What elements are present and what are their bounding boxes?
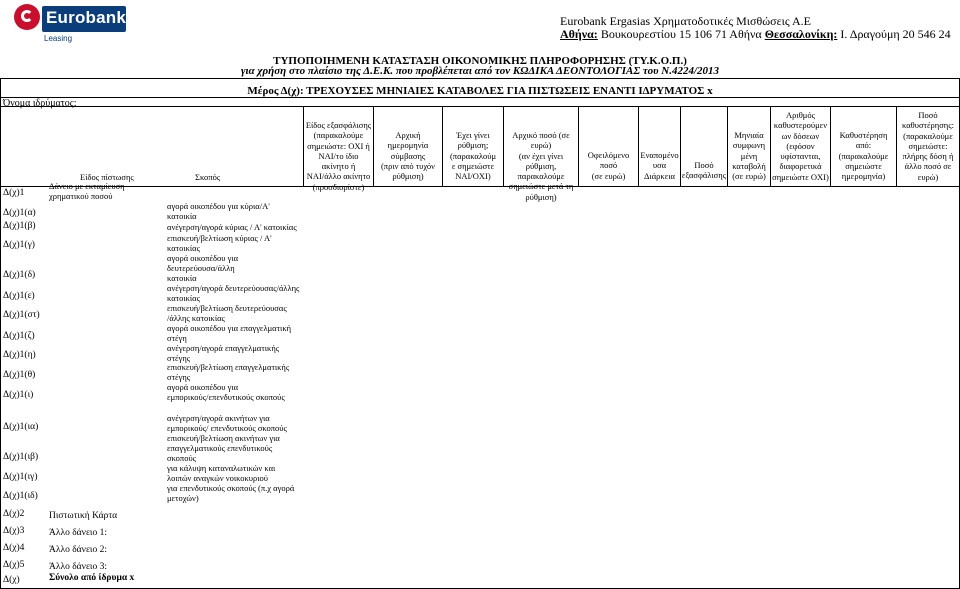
- row-label: Δ(χ)1(ιγ): [3, 472, 38, 482]
- row-label: Δ(χ)1(ιβ): [3, 452, 39, 462]
- row-purpose: ανέγερση/αγορά κύριας / Α' κατοικίας: [167, 222, 297, 232]
- row-type: Άλλο δάνειο 1:: [49, 528, 108, 538]
- row-purpose: επισκευή/βελτίωση κύριας / Α' κατοικίας: [167, 233, 272, 253]
- row-label: Δ(χ)4: [3, 543, 25, 553]
- header-owed-amount: Οφειλόμενο ποσό (σε ευρώ): [587, 150, 630, 181]
- thessaloniki-label: Θεσσαλονίκη:: [764, 27, 838, 41]
- row-purpose: επισκευή/βελτίωση ακινήτων για επαγγελματικούς επενδυτικούς σκοπούς: [167, 433, 280, 463]
- row-purpose: ανέγερση/αγορά δευτερεύουσας/άλλης κατοικίας: [167, 283, 300, 303]
- row-type: Άλλο δάνειο 2:: [49, 545, 108, 555]
- row-purpose: ανέγερση/αγορά επαγγελματικής στέγης: [167, 343, 280, 363]
- row-label: Δ(χ)1(ε): [3, 291, 35, 301]
- athens-label: Αθήνα:: [560, 27, 598, 41]
- row-purpose: για επενδυτικούς σκοπούς (π.χ αγορά μετοχών): [167, 483, 295, 503]
- row-type: Δάνειο με εκταμίευση χρηματικού ποσού: [49, 181, 125, 201]
- logo-brand: Eurobank: [46, 8, 127, 27]
- header-restructured: Έχει γίνει ρύθμιση; (παρακαλούμ ε σημειώστε ΝΑΙ/ΟΧΙ): [449, 130, 497, 182]
- header-security-amount: Ποσό εξασφάλισης: [681, 160, 727, 181]
- row-purpose: αγορά οικοπέδου για εμπορικούς/επενδυτικούς σκοπούς: [167, 382, 285, 402]
- row-purpose: για κάλυψη καταναλωτικών και λοιπών αναγκών νοικοκυριού: [167, 463, 276, 483]
- row-purpose: αγορά οικοπέδου για κύρια/Α' κατοικία: [167, 201, 270, 221]
- company-address: [560, 27, 951, 42]
- row-label: Δ(χ)5: [3, 560, 25, 570]
- row-label: Δ(χ)1(στ): [3, 310, 40, 320]
- header-monthly-payment: Μηνιαία συμφωνη μένη καταβολή (σε ευρώ): [732, 130, 766, 182]
- thessaloniki-address: Ι. Δραγούμη 20 546 24: [837, 27, 951, 41]
- header-type: Είδος πίστωσης: [80, 172, 134, 182]
- row-label: Δ(χ)1(ιδ): [3, 491, 38, 501]
- row-label: Δ(χ)1(γ): [3, 240, 35, 250]
- eurobank-logo-icon: [14, 4, 40, 30]
- section-title: Μέρος Δ(χ): ΤΡΕΧΟΥΣΕΣ ΜΗΝΙΑΙΕΣ ΚΑΤΑΒΟΛΕΣ ΓΙΑ ΠΙΣΤΩΣΕΙΣ ΕΝΑΝΤΙ ΙΔΡΥΜΑΤΟΣ x: [247, 85, 713, 97]
- row-label: Δ(χ)1(θ): [3, 370, 36, 380]
- header-arrears-count: Αριθμός καθυστερούμεν ων δόσεων (εφόσον υφίστανται, διαφορετικά σημειώστε ΟΧΙ): [772, 110, 829, 182]
- row-label: Δ(χ)2: [3, 509, 25, 519]
- row-label: Δ(χ)1(ι): [3, 390, 34, 400]
- row-label: Δ(χ)1(ια): [3, 422, 39, 432]
- header-initial-amount: Αρχικό ποσό (σε ευρώ) (αν έχει γίνει ρύθμιση, παρακαλούμε σημειώστε μετά τη ρύθμιση): [508, 130, 574, 202]
- row-label: Δ(χ)1(α): [3, 208, 36, 218]
- row-type: Άλλο δάνειο 3:: [49, 562, 108, 572]
- row-label: Δ(χ)1(β): [3, 221, 36, 231]
- row-purpose: επισκευή/βελτίωση επαγγελματικής στέγης: [167, 362, 290, 382]
- row-label: Δ(χ)1: [3, 188, 25, 198]
- row-purpose: αγορά οικοπέδου για δευτερεύουσα/άλλη κατοικία: [167, 253, 239, 283]
- entity-name-label: Όνομα ιδρύματος:: [3, 98, 77, 109]
- header-arrears-from: Καθυστέρηση από: (παρακαλούμε σημειώστε ημερομηνία): [838, 130, 889, 182]
- header-contract-date: Αρχική ημερομηνία σύμβασης (πριν από τυχόν ρύθμιση): [380, 130, 436, 182]
- logo-sub: Leasing: [44, 34, 73, 43]
- header-arrears-amount: Ποσό καθυστέρησης: (παρακαλούμε σημειώστε: πλήρης δόση ή άλλο ποσό σε ευρώ): [902, 110, 954, 182]
- row-label: Δ(χ)1(η): [3, 350, 36, 360]
- row-label: Δ(χ)1(ζ): [3, 331, 35, 341]
- row-purpose: ανέγερση/αγορά ακινήτων για εμπορικούς/ επενδυτικούς σκοπούς: [167, 413, 287, 433]
- document-title: ΤΥΠΟΠΟΙΗΜΕΝΗ ΚΑΤΑΣΤΑΣΗ ΟΙΚΟΝΟΜΙΚΗΣ ΠΛΗΡΟΦΟΡΗΣΗΣ (ΤΥ.Κ.Ο.Π.): [273, 55, 687, 67]
- row-label: Δ(χ): [3, 575, 20, 585]
- athens-address: Βουκουρεστίου 15 106 71 Αθήνα: [597, 27, 765, 41]
- row-purpose: επισκευή/βελτίωση δευτερεύουσας /άλλης κατοικίας: [167, 303, 287, 323]
- row-label: Δ(χ)1(δ): [3, 270, 36, 280]
- row-label: Δ(χ)3: [3, 526, 25, 536]
- header-purpose: Σκοπός: [195, 172, 221, 182]
- row-type: Πιστωτική Κάρτα: [49, 511, 118, 521]
- header-collateral: Είδος εξασφάλισης (παρακαλούμε σημειώστε: ΟΧΙ ή ΝΑΙ/το ίδιο ακίνητο ή ΝΑΙ/άλλο ακίνητο (προσδιορίστε): [305, 120, 372, 192]
- row-purpose: αγορά οικοπέδου για επαγγελματική στέγη: [167, 323, 292, 343]
- header-remaining-duration: Εναπομένο υσα Διάρκεια: [640, 150, 679, 181]
- total-label: Σύνολο από ίδρυμα x: [49, 573, 135, 583]
- company-name: Eurobank Ergasias Χρηματοδοτικές Μισθώσεις Α.Ε: [560, 14, 811, 28]
- document-subtitle: για χρήση στο πλαίσιο της Δ.Ε.Κ. που προβλέπεται από τον ΚΩΔΙΚΑ ΔΕΟΝΤΟΛΟΓΙΑΣ του Ν.4224/2013: [240, 65, 720, 77]
